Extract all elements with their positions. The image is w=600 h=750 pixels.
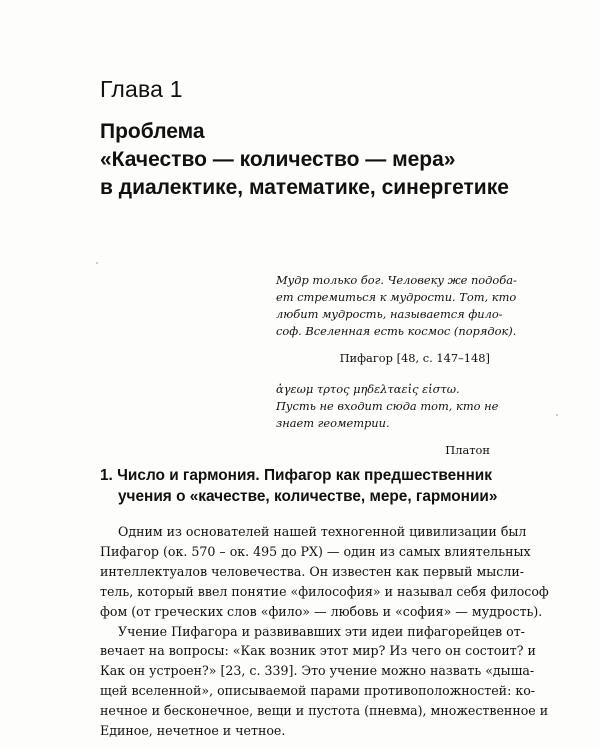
chapter-title-line: «Качество — количество — мера» xyxy=(100,148,456,171)
epigraph-attribution: Пифагор [48, с. 147–148] xyxy=(339,351,490,365)
epigraph-line: ет стремиться к мудрости. Тот, кто xyxy=(276,290,517,304)
chapter-title-line: Проблема xyxy=(100,120,205,143)
body-line: фом (от греческих слов «фило» — любовь и «софия» — мудрость). xyxy=(100,603,543,619)
body-line: Пифагор (ок. 570 – ок. 495 до РХ) — один из самых влиятельных xyxy=(100,543,531,559)
body-line: щей вселенной», описываемой парами противоположностей: ко- xyxy=(100,683,536,699)
epigraph-line: Мудр только бог. Человеку же подоба- xyxy=(276,273,517,287)
body-line: Единое, нечетное и четное. xyxy=(100,723,286,739)
body-line: интеллектуалов человечества. Он известен как первый мысли- xyxy=(100,563,524,579)
body-line: Одним из основателей нашей техногенной цивилизации был xyxy=(118,524,527,539)
chapter-label: Глава 1 xyxy=(100,76,183,102)
epigraph-line: любит мудрость, называется фило- xyxy=(276,307,503,321)
epigraph-line: соф. Вселенная есть космос (порядок). xyxy=(276,324,517,338)
epigraph-quote xyxy=(276,381,499,432)
epigraph-line: Пусть не входит сюда тот, кто не xyxy=(276,399,499,413)
section-heading-line: 1. Число и гармония. Пифагор как предшественник xyxy=(100,467,492,484)
section-heading xyxy=(100,465,510,507)
chapter-title xyxy=(100,118,560,202)
body-line: Как он устроен?» [23, с. 339]. Это учение можно назвать «дыша- xyxy=(100,663,535,679)
epigraph-attribution: Платон xyxy=(445,443,490,457)
epigraph-line: знает геометрии. xyxy=(276,416,390,430)
chapter-title-line: в диалектике, математике, синергетике xyxy=(100,176,509,199)
section-heading-line: учения о «качестве, количестве, мере, гармонии» xyxy=(118,488,498,505)
epigraph-plato xyxy=(276,381,499,459)
body-line: нечное и бесконечное, вещи и пустота (пневма), множественное и xyxy=(100,703,549,719)
body-line: вечает на вопросы: «Как возник этот мир? Из чего он состоит? и xyxy=(100,643,536,659)
body-line: Учение Пифагора и развивавших эти идеи пифагорейцев от- xyxy=(118,623,525,639)
body-line: тель, который ввел понятие «философия» и называл себя философ xyxy=(100,583,549,599)
epigraph-pythagoras xyxy=(276,272,517,367)
epigraph-line: ἀγεωμ τρτος μηδελταεἰς εἰστω. xyxy=(276,382,460,396)
epigraph-quote xyxy=(276,272,517,340)
scan-speck xyxy=(556,414,558,416)
scan-speck xyxy=(96,262,98,264)
body-text xyxy=(100,522,549,741)
